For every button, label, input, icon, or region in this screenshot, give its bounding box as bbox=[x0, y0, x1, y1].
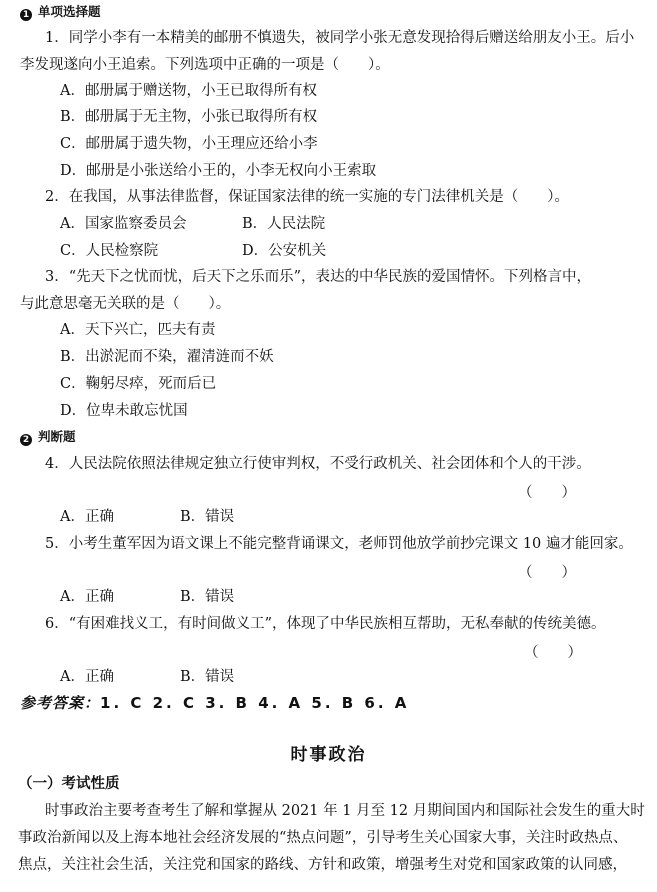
question-5-option-a: A．正确 bbox=[60, 589, 114, 605]
question-2-option-c: C．人民检察院 bbox=[60, 243, 159, 259]
question-1-option-c: C．邮册属于遗失物，小王理应还给小李 bbox=[60, 136, 318, 152]
section-title: 单项选择题 bbox=[38, 4, 101, 19]
answer-key bbox=[20, 694, 409, 712]
question-1-option-b: B．邮册属于无主物，小张已取得所有权 bbox=[60, 109, 318, 125]
question-2-option-b: B．人民法院 bbox=[242, 216, 326, 232]
section-header-true-false bbox=[20, 428, 76, 446]
answer-key-label: 参考答案： bbox=[20, 694, 101, 712]
question-3-option-b: B．出淤泥而不染，濯清涟而不妖 bbox=[60, 349, 274, 365]
question-3-option-c: C．鞠躬尽瘁，死而后已 bbox=[60, 376, 217, 392]
subheading-exam-nature: （一）考试性质 bbox=[18, 775, 120, 792]
question-1-option-d: D．邮册是小张送给小王的，小李无权向小王索取 bbox=[60, 163, 377, 179]
question-5-line-1: 5．小考生董军因为语文课上不能完整背诵课文，老师罚他放学前抄完课文 10 遍才能回家。 bbox=[45, 536, 633, 552]
number-marker: 2 bbox=[20, 434, 32, 446]
part-title: 时事政治 bbox=[290, 745, 367, 765]
question-3-option-d: D．位卑未敢忘忧国 bbox=[60, 403, 188, 419]
question-1-option-a: A．邮册属于赠送物，小王已取得所有权 bbox=[60, 83, 317, 99]
question-2-option-d: D．公安机关 bbox=[242, 243, 327, 259]
question-6-line-1: 6．“有困难找义工，有时间做义工”，体现了中华民族相互帮助，无私奉献的传统美德。 bbox=[45, 616, 606, 632]
section-title: 判断题 bbox=[38, 429, 76, 444]
question-1-line-2: 李发现遂向小王追索。下列选项中正确的一项是（ ）。 bbox=[20, 57, 390, 73]
paragraph-line-2: 事政治新闻以及上海本地社会经济发展的“热点问题”，引导考生关心国家大事，关注时政热点、 bbox=[18, 830, 628, 846]
question-6-option-a: A．正确 bbox=[60, 669, 114, 685]
paragraph-line-1: 时事政治主要考查考生了解和掌握从 2021 年 1 月至 12 月期间国内和国际社会发生的重大时 bbox=[45, 803, 645, 819]
answer-key-values: 1. C 2. C 3. B 4. A 5. B 6. A bbox=[100, 694, 410, 712]
question-4-option-a: A．正确 bbox=[60, 509, 114, 525]
question-3-line-1: 3．“先天下之忧而忧，后天下之乐而乐”，表达的中华民族的爱国情怀。下列格言中， bbox=[45, 269, 592, 285]
section-header-single-choice bbox=[20, 3, 101, 21]
paragraph-line-3: 焦点，关注社会生活，关注党和国家的路线、方针和政策，增强考生对党和国家政策的认同感， bbox=[18, 857, 627, 873]
question-2-line-1: 2．在我国，从事法律监督，保证国家法律的统一实施的专门法律机关是（ ）。 bbox=[45, 189, 569, 205]
question-2-option-a: A．国家监察委员会 bbox=[60, 216, 187, 232]
question-4-line-1: 4．人民法院依照法律规定独立行使审判权，不受行政机关、社会团体和个人的干涉。 bbox=[45, 456, 591, 472]
answer-blank: （ ） bbox=[518, 565, 576, 581]
question-3-line-2: 与此意思毫无关联的是（ ）。 bbox=[20, 296, 231, 312]
question-6-option-b: B．错误 bbox=[180, 669, 235, 685]
question-1-line-1: 1．同学小李有一本精美的邮册不慎遗失，被同学小张无意发现拾得后赠送给朋友小王。后小 bbox=[45, 30, 635, 46]
question-5-option-b: B．错误 bbox=[180, 589, 235, 605]
answer-blank: （ ） bbox=[524, 645, 582, 661]
answer-blank: （ ） bbox=[518, 485, 576, 501]
question-4-option-b: B．错误 bbox=[180, 509, 235, 525]
question-3-option-a: A．天下兴亡，匹夫有责 bbox=[60, 322, 216, 338]
number-marker: 1 bbox=[20, 9, 32, 21]
